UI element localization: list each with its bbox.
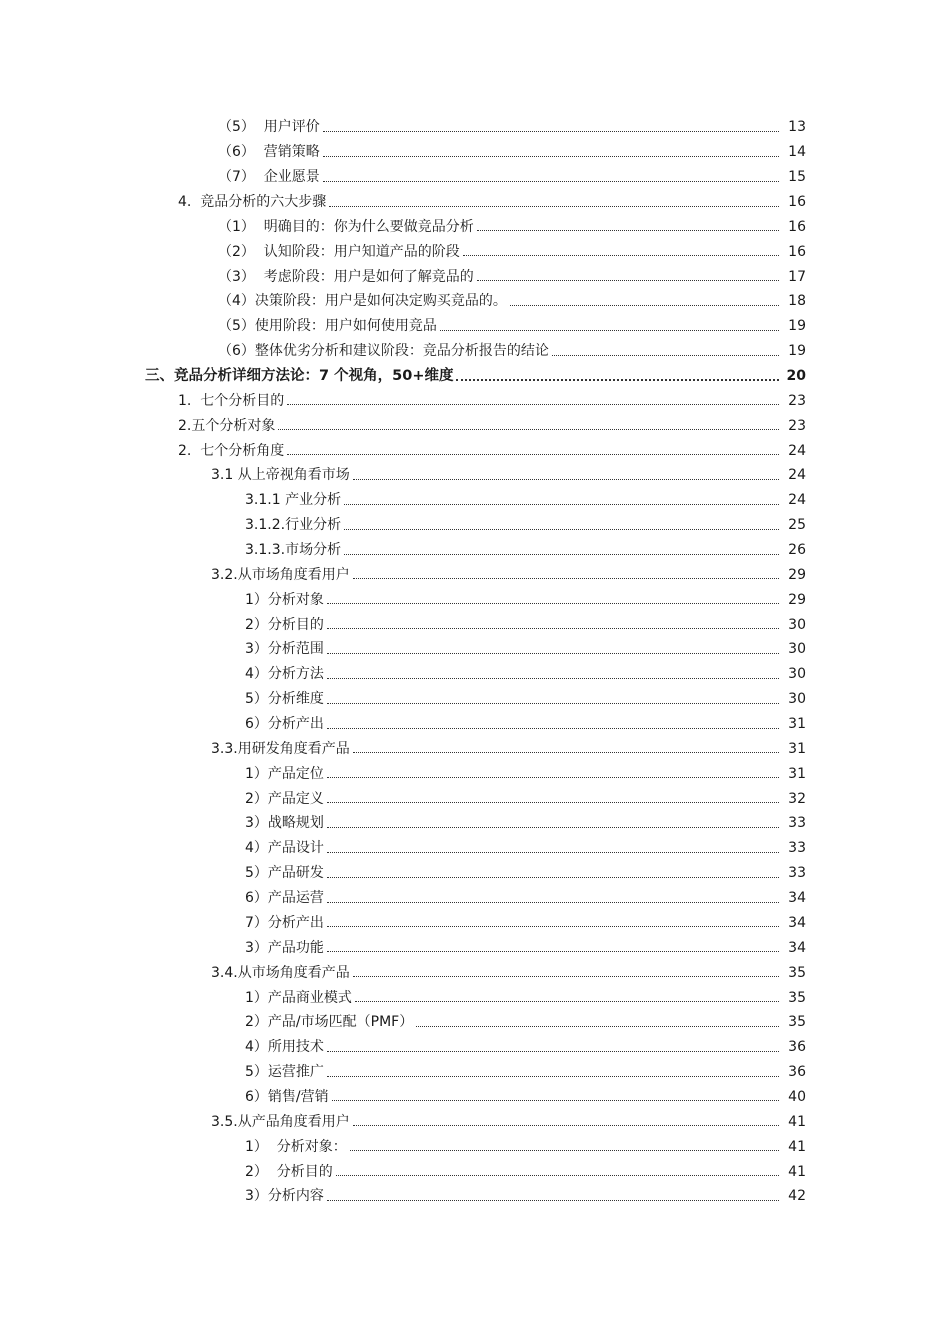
toc-entry-label: 3）分析内容 bbox=[245, 1188, 324, 1205]
toc-entry[interactable] bbox=[0, 115, 950, 140]
toc-page-number: 35 bbox=[788, 964, 806, 981]
toc-dot-leader bbox=[327, 777, 779, 778]
toc-dot-leader bbox=[287, 454, 779, 455]
toc-entry-label: （5）使用阶段：用户如何使用竞品 bbox=[218, 318, 437, 335]
toc-entry-label: 1）产品定位 bbox=[245, 765, 324, 782]
toc-entry[interactable] bbox=[0, 438, 950, 463]
toc-entry-label: 6）销售/营销 bbox=[245, 1088, 329, 1105]
toc-page-number: 31 bbox=[788, 740, 806, 757]
toc-entry[interactable] bbox=[0, 214, 950, 239]
toc-entry-label: 3.1 从上帝视角看市场 bbox=[211, 467, 350, 484]
toc-page-number: 33 bbox=[788, 865, 806, 882]
toc-dot-leader bbox=[353, 479, 779, 480]
toc-dot-leader bbox=[332, 1100, 779, 1101]
toc-dot-leader bbox=[327, 852, 779, 853]
toc-page-number: 24 bbox=[788, 492, 806, 509]
toc-dot-leader bbox=[329, 206, 779, 207]
toc-entry[interactable] bbox=[0, 165, 950, 190]
toc-dot-leader bbox=[477, 280, 779, 281]
toc-entry-label: （6）整体优劣分析和建议阶段：竞品分析报告的结论 bbox=[218, 343, 549, 360]
toc-dot-leader bbox=[323, 156, 779, 157]
toc-page-number: 13 bbox=[788, 119, 806, 136]
toc-entry-label: 3.2.从市场角度看用户 bbox=[211, 566, 350, 583]
toc-entry-label: （3） 考虑阶段：用户是如何了解竞品的 bbox=[218, 268, 474, 285]
toc-page-number: 23 bbox=[788, 417, 806, 434]
toc-dot-leader bbox=[327, 728, 779, 729]
toc-dot-leader bbox=[327, 951, 779, 952]
toc-dot-leader bbox=[327, 603, 779, 604]
toc-entry[interactable] bbox=[0, 339, 950, 364]
toc-page-number: 33 bbox=[788, 840, 806, 857]
toc-page-number: 26 bbox=[788, 542, 806, 559]
toc-dot-leader bbox=[327, 703, 779, 704]
toc-entry[interactable] bbox=[0, 513, 950, 538]
toc-dot-leader bbox=[353, 1125, 779, 1126]
toc-entry[interactable] bbox=[0, 314, 950, 339]
toc-page-number: 18 bbox=[788, 293, 806, 310]
toc-entry[interactable] bbox=[0, 985, 950, 1010]
toc-page-number: 36 bbox=[788, 1039, 806, 1056]
toc-entry-label: 3）战略规划 bbox=[245, 815, 324, 832]
toc-dot-leader bbox=[416, 1026, 779, 1027]
toc-entry-label: 2.五个分析对象 bbox=[178, 417, 276, 434]
toc-entry[interactable] bbox=[0, 736, 950, 761]
toc-entry-label: 3.1.2.行业分析 bbox=[245, 517, 342, 534]
toc-page-number: 34 bbox=[788, 939, 806, 956]
toc-entry[interactable] bbox=[0, 1184, 950, 1209]
toc-entry[interactable] bbox=[0, 1010, 950, 1035]
toc-dot-leader bbox=[327, 678, 779, 679]
toc-dot-leader bbox=[353, 752, 779, 753]
toc-page-number: 16 bbox=[788, 218, 806, 235]
toc-entry[interactable] bbox=[0, 289, 950, 314]
toc-entry[interactable] bbox=[0, 190, 950, 215]
toc-entry-label: 6）产品运营 bbox=[245, 890, 324, 907]
toc-page-number: 24 bbox=[788, 467, 806, 484]
toc-dot-leader bbox=[344, 529, 779, 530]
toc-dot-leader bbox=[336, 1175, 779, 1176]
toc-dot-leader bbox=[477, 230, 779, 231]
toc-page-number: 15 bbox=[788, 169, 806, 186]
toc-entry[interactable] bbox=[0, 562, 950, 587]
toc-entry[interactable] bbox=[0, 1085, 950, 1110]
toc-page-number: 23 bbox=[788, 392, 806, 409]
toc-page-number: 41 bbox=[788, 1163, 806, 1180]
toc-dot-leader bbox=[327, 628, 779, 629]
toc-entry-label: （1） 明确目的：你为什么要做竞品分析 bbox=[218, 218, 474, 235]
toc-page-number: 29 bbox=[788, 566, 806, 583]
toc-dot-leader bbox=[287, 404, 779, 405]
toc-entry[interactable] bbox=[0, 911, 950, 936]
toc-entry-label: （7） 企业愿景 bbox=[218, 169, 320, 186]
toc-entry-label: 3.3.用研发角度看产品 bbox=[211, 740, 350, 757]
toc-dot-leader bbox=[355, 1001, 779, 1002]
toc-entry[interactable] bbox=[0, 612, 950, 637]
toc-page-number: 40 bbox=[788, 1088, 806, 1105]
toc-page-number: 42 bbox=[788, 1188, 806, 1205]
toc-page-number: 20 bbox=[786, 368, 806, 385]
toc-entry[interactable] bbox=[0, 886, 950, 911]
toc-entry-label: 1） 分析对象： bbox=[245, 1138, 347, 1155]
toc-entry[interactable] bbox=[0, 1035, 950, 1060]
toc-entry-label: （6） 营销策略 bbox=[218, 144, 320, 161]
toc-entry[interactable] bbox=[0, 388, 950, 413]
toc-entry-label: 7）分析产出 bbox=[245, 914, 324, 931]
toc-page-number: 30 bbox=[788, 666, 806, 683]
toc-entry[interactable] bbox=[0, 1060, 950, 1085]
toc-entry-label: 3.4.从市场角度看产品 bbox=[211, 964, 350, 981]
toc-entry-label: 5）产品研发 bbox=[245, 865, 324, 882]
toc-page-number: 35 bbox=[788, 989, 806, 1006]
toc-page-number: 16 bbox=[788, 194, 806, 210]
toc-entry-label: 4）所用技术 bbox=[245, 1039, 324, 1056]
toc-entry[interactable] bbox=[0, 712, 950, 737]
toc-entry[interactable] bbox=[0, 786, 950, 811]
toc-entry[interactable] bbox=[0, 1109, 950, 1134]
toc-entry-label: 6）分析产出 bbox=[245, 716, 324, 733]
toc-page-number: 24 bbox=[788, 442, 806, 459]
toc-entry-label: 三、竞品分析详细方法论：7 个视角，50+维度 bbox=[145, 367, 454, 384]
toc-dot-leader bbox=[353, 976, 779, 977]
toc-dot-leader bbox=[463, 255, 779, 256]
toc-dot-leader bbox=[327, 877, 779, 878]
toc-dot-leader bbox=[327, 827, 779, 828]
toc-page-number: 35 bbox=[788, 1014, 806, 1031]
toc-entry[interactable] bbox=[0, 264, 950, 289]
toc-entry-label: 3.5.从产品角度看用户 bbox=[211, 1113, 350, 1130]
toc-entry-label: 3.1.1 产业分析 bbox=[245, 492, 342, 509]
toc-dot-leader bbox=[510, 305, 779, 306]
toc-entry[interactable] bbox=[0, 413, 950, 438]
toc-page-number: 33 bbox=[788, 815, 806, 832]
toc-entry-label: 3）产品功能 bbox=[245, 939, 324, 956]
toc-entry[interactable] bbox=[0, 960, 950, 985]
toc-page-number: 36 bbox=[788, 1064, 806, 1081]
toc-entry[interactable] bbox=[0, 662, 950, 687]
toc-dot-leader bbox=[327, 926, 779, 927]
toc-dot-leader bbox=[323, 181, 779, 182]
toc-dot-leader bbox=[344, 504, 779, 505]
toc-dot-leader bbox=[353, 578, 779, 579]
toc-page-number: 19 bbox=[788, 318, 806, 335]
toc-entry-label: 2） 分析目的 bbox=[245, 1163, 333, 1180]
toc-dot-leader bbox=[327, 1051, 779, 1052]
toc-dot-leader bbox=[323, 131, 779, 132]
toc-page-number: 19 bbox=[788, 343, 806, 360]
toc-page-number: 31 bbox=[788, 716, 806, 733]
toc-entry[interactable] bbox=[0, 836, 950, 861]
toc-entry-label: 4. 竞品分析的六大步骤 bbox=[178, 194, 327, 210]
toc-entry-label: 2）产品定义 bbox=[245, 790, 324, 807]
toc-entry-label: 1）产品商业模式 bbox=[245, 989, 352, 1006]
toc-dot-leader bbox=[327, 1076, 779, 1077]
toc-page-number: 30 bbox=[788, 641, 806, 658]
toc-page-number: 34 bbox=[788, 890, 806, 907]
toc-entry-label: 2）产品/市场匹配（PMF） bbox=[245, 1014, 414, 1031]
toc-page-number: 14 bbox=[788, 144, 806, 161]
toc-entry[interactable] bbox=[0, 488, 950, 513]
toc-page-number: 16 bbox=[788, 243, 806, 260]
toc-page-number: 30 bbox=[788, 616, 806, 633]
toc-dot-leader bbox=[327, 802, 779, 803]
toc-entry-label: 1. 七个分析目的 bbox=[178, 392, 285, 409]
toc-entry-label: 5）分析维度 bbox=[245, 691, 324, 708]
toc-dot-leader bbox=[278, 429, 779, 430]
toc-dot-leader bbox=[327, 1200, 779, 1201]
toc-entry[interactable] bbox=[0, 811, 950, 836]
toc-entry-label: 4）分析方法 bbox=[245, 666, 324, 683]
toc-dot-leader bbox=[350, 1150, 779, 1151]
toc-entry[interactable] bbox=[0, 538, 950, 563]
toc-entry[interactable] bbox=[0, 239, 950, 264]
toc-entry[interactable] bbox=[0, 861, 950, 886]
toc-entry-label: （5） 用户评价 bbox=[218, 119, 320, 136]
toc-entry-label: 2. 七个分析角度 bbox=[178, 442, 285, 459]
toc-entry-label: 1）分析对象 bbox=[245, 591, 324, 608]
toc-entry[interactable] bbox=[0, 761, 950, 786]
toc-entry[interactable] bbox=[0, 1134, 950, 1159]
toc-dot-leader bbox=[327, 653, 779, 654]
toc-entry-label: 4）产品设计 bbox=[245, 840, 324, 857]
toc-page-number: 34 bbox=[788, 914, 806, 931]
toc-dot-leader bbox=[440, 330, 779, 331]
toc-entry[interactable] bbox=[0, 587, 950, 612]
toc-entry[interactable] bbox=[0, 935, 950, 960]
toc-entry-label: （4）决策阶段：用户是如何决定购买竞品的。 bbox=[218, 293, 507, 310]
toc-page-number: 32 bbox=[788, 790, 806, 807]
toc-entry[interactable] bbox=[0, 140, 950, 165]
table-of-contents bbox=[0, 115, 950, 1209]
toc-page-number: 17 bbox=[788, 268, 806, 285]
toc-page-number: 31 bbox=[788, 765, 806, 782]
toc-entry[interactable] bbox=[0, 364, 950, 389]
toc-entry-label: 3.1.3.市场分析 bbox=[245, 542, 342, 559]
toc-page-number: 41 bbox=[788, 1138, 806, 1155]
toc-entry[interactable] bbox=[0, 637, 950, 662]
toc-dot-leader bbox=[552, 355, 779, 356]
toc-page-number: 41 bbox=[788, 1113, 806, 1130]
toc-dot-leader bbox=[327, 902, 779, 903]
toc-page-number: 29 bbox=[788, 591, 806, 608]
toc-entry[interactable] bbox=[0, 687, 950, 712]
toc-entry[interactable] bbox=[0, 1159, 950, 1184]
toc-entry-label: 5）运营推广 bbox=[245, 1064, 324, 1081]
toc-page-number: 25 bbox=[788, 517, 806, 534]
toc-dot-leader bbox=[344, 554, 779, 555]
toc-dot-leader bbox=[456, 379, 779, 381]
toc-entry[interactable] bbox=[0, 463, 950, 488]
toc-entry-label: （2） 认知阶段：用户知道产品的阶段 bbox=[218, 243, 460, 260]
toc-page-number: 30 bbox=[788, 691, 806, 708]
toc-entry-label: 2）分析目的 bbox=[245, 616, 324, 633]
toc-entry-label: 3）分析范围 bbox=[245, 641, 324, 658]
